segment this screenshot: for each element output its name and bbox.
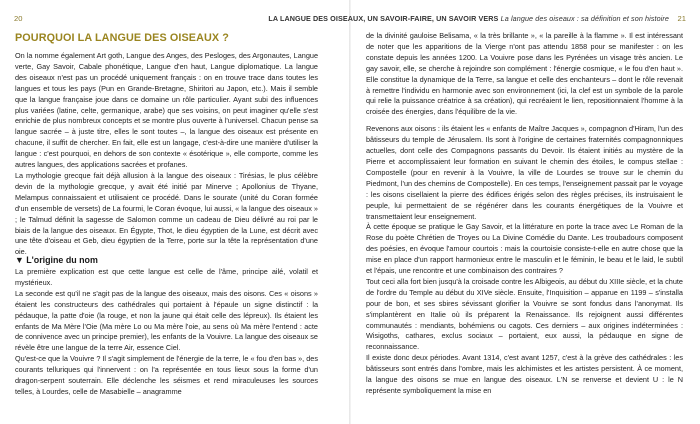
paragraph: Tout ceci alla fort bien jusqu'à la croisade contre les Albigeois, au début du XIIIe siècle, et la chute de l'ordre du Temple au début du XIVe siècle. Ensuite, l'Inquisition – apparue en 1199 – s'installa pour de bon, et ses sbires sévissant glorifier la Vouivre se sont fondus dans l'anonymat. Ils s'implantèrent en Italie où ils préparent la Renaissance. Ils rejoignent aussi différentes communautés : mendiants, bohémiens ou cagots. Ces derniers – aux origines indéterminées : Wisigoths, cathares, exclus sociaux – portaient, eux aussi, la pédauque en signe de reconnaissance. [366, 276, 683, 352]
running-head-main: LA LANGUE DES OISEAUX, UN SAVOIR-FAIRE, UN SAVOIR VERS [268, 14, 499, 23]
right-body [366, 31, 683, 397]
subsection-heading: ▼ L'origine du nom [15, 255, 98, 265]
page-number-left: 20 [14, 14, 23, 23]
left-body-top [15, 51, 318, 258]
paragraph: Qu'est-ce que la Vouivre ? Il s'agit simplement de l'énergie de la terre, le « fou d'en bas », des courants telluriques qui l'innervent : on l'a représentée en tous lieux sous la forme d'un dragon-serpent souterrain. Elle déclenche les séismes et rend miraculeuses les sources telles, à Lourdes, celle de Masabielle – anagramme [15, 354, 318, 396]
running-head [268, 13, 669, 25]
running-head-sub: La langue des oiseaux : sa définition et son histoire [500, 14, 669, 23]
header-row [0, 13, 700, 25]
paragraph: On la nomme également Art goth, Langue des Anges, des Pesloges, des Argonautes, Langue verte, Gay Savoir, Cabale phonétique, Langue d'en haut, Langue diplomatique. La langue des oiseaux n'est pas un procédé uniquement français : on en trouve trace dans toutes les langues et tous les pays (Pun en Grande-Bretagne, Shiritori au Japon, etc.). Mais il semble que la langue française joue dans ce domaine un rôle particulier. Ayant subi des influences plus variées (latine, celte, germanique, arabe) que ses voisins, on peut imaginer qu'elle s'est enrichie de plus nombreux concepts et se montre plus ouverte à l'universel. Chacun pense sa langue sacrée – à juste titre, elles le sont toutes –, la langue des oiseaux est présente en chacune, il suffit de chercher. En fait, elle est un langage, c'est-à-dire une manière d'utiliser la langue : c'est pourquoi, en dehors de son contexte « ésotérique », elle comporte, comme les autres langues, des applications sacrées et profanes. [15, 51, 318, 170]
section-title: POURQUOI LA LANGUE DES OISEAUX ? [15, 32, 229, 44]
paragraph: À cette époque se pratique le Gay Savoir, et la littérature en porte la trace avec Le Roman de la Rose du poète Chrétien de Troyes ou La Divine Comédie du Dante. Les troubadours composent des poésies, en évoque l'amour courtois : mais la courtoisie consiste-t-elle en autre chose que la mise en place d'un rapport harmonieux entre le masculin et le féminin, le beau et le laid, le subtil et l'épais, une rencontre et une combinaison des contraires ? [366, 222, 683, 276]
paragraph: La première explication est que cette langue est celle de l'âme, principe ailé, volatil et mystérieux. [15, 267, 318, 287]
paragraph: de la divinité gauloise Belisama, « la très brillante », « la pareille à la flamme ». Il est intéressant de noter que les apparitions de la Vierge n'ont pas attendu 1858 pour se manifester : on les constate depuis les années 1200. La Vouivre pose dans les Pyrénées un visage très ancien. Le gay savoir, elle, se cherche à rejoindre son complément : l'énergie cosmique, « le fou d'en haut ». Elle constitue la dynamique de la Terre, sa langue et celle des enchanteurs – dont le rôle revenait à remettre l'individu en harmonie avec son environnement (ici, la clef est un symbole de la parole qui relie la puissance créatrice à sa création), qui recréaient le lien, repositionnaient l'homme à la croisée des énergies, dans l'équilibre de la vie. [366, 31, 683, 117]
paragraph: La seconde est qu'il ne s'agit pas de la langue des oiseaux, mais des oisons. Ces « oisons » étaient les constructeurs des cathédrales qui portaient à l'épaule un signe distinctif : la pédauque, la patte d'oie (la rouge, et non la jaune qui était celle des lépreux). Ils étaient les enfants de Ma Mère l'Oie (Ma mère Lo ou Ma mère l'oie, au sens où Ma mère l'entend : acte de connivence avec un principe premier), les enfants de la Vouivre. La langue des oiseaux se révèle être une langue de la terre Air, essence Ciel. [15, 288, 318, 353]
page-number-right: 21 [677, 14, 686, 23]
paragraph: Il existe donc deux périodes. Avant 1314, c'est avant 1257, c'est à la grève des cathédrales : les bâtisseurs sont entrés dans l'ombre, mais les alchimistes et les artistes persistent. À ce moment, la langue des oisons se mue en langue des oiseaux. L'Ν se renverse et devient U : le N représente symboliquement la mise en [366, 353, 683, 395]
book-gutter [349, 0, 351, 424]
paragraph: Revenons aux oisons : ils étaient les « enfants de Maître Jacques », compagnon d'Hiram, l'un des bâtisseurs du temple de Jérusalem. Ils sont à l'origine de certaines fraternités compagnonniques actuelles, dont celle des Compagnons passants du Devoir. Ils étaient initiés au mystère de la Pierre et accomplissaient leur formation en suivant le chemin des étoiles, le compus stellae : Compostelle (pour en revenir à la Vouivre, la ville de Lourdes se trouve sur le chemin du Piedmont, l'un des chemins de Compostelle). En ces temps, l'enseignement passait par le voyage : les oisons cisellaient la pierre des édifices érigés selon des règles précises, ils instruisaient le peuple, lui permettaient de se régénérer dans les courants énergétiques de la Vouivre et transmettaient leur enseignement. [366, 124, 683, 221]
paragraph: La mythologie grecque fait déjà allusion à la langue des oiseaux : Tirésias, le plus célèbre devin de la mythologie grecque, y avait été initié par Minerve ; Apollonius de Thyane, Melampus connaissaient et utilisaient ce procédé. Dans le sourate (unité du Coran formée d'un ensemble de versets) de La fourmi, le Coran évoque, lui aussi, « la langue des oiseaux » ; le Talmud définit la sagesse de Salomon comme un cadeau de Dieu délivré au roi par le biais de la langue des oiseaux. En Égypte, Thot, le dieu égyptien de la Lune, est décrit avec une tête d'oiseau et Geb, dieu égyptien de la Terre, porte sur la tête la représentation d'une oie. [15, 170, 318, 257]
left-body-bottom [15, 267, 318, 398]
